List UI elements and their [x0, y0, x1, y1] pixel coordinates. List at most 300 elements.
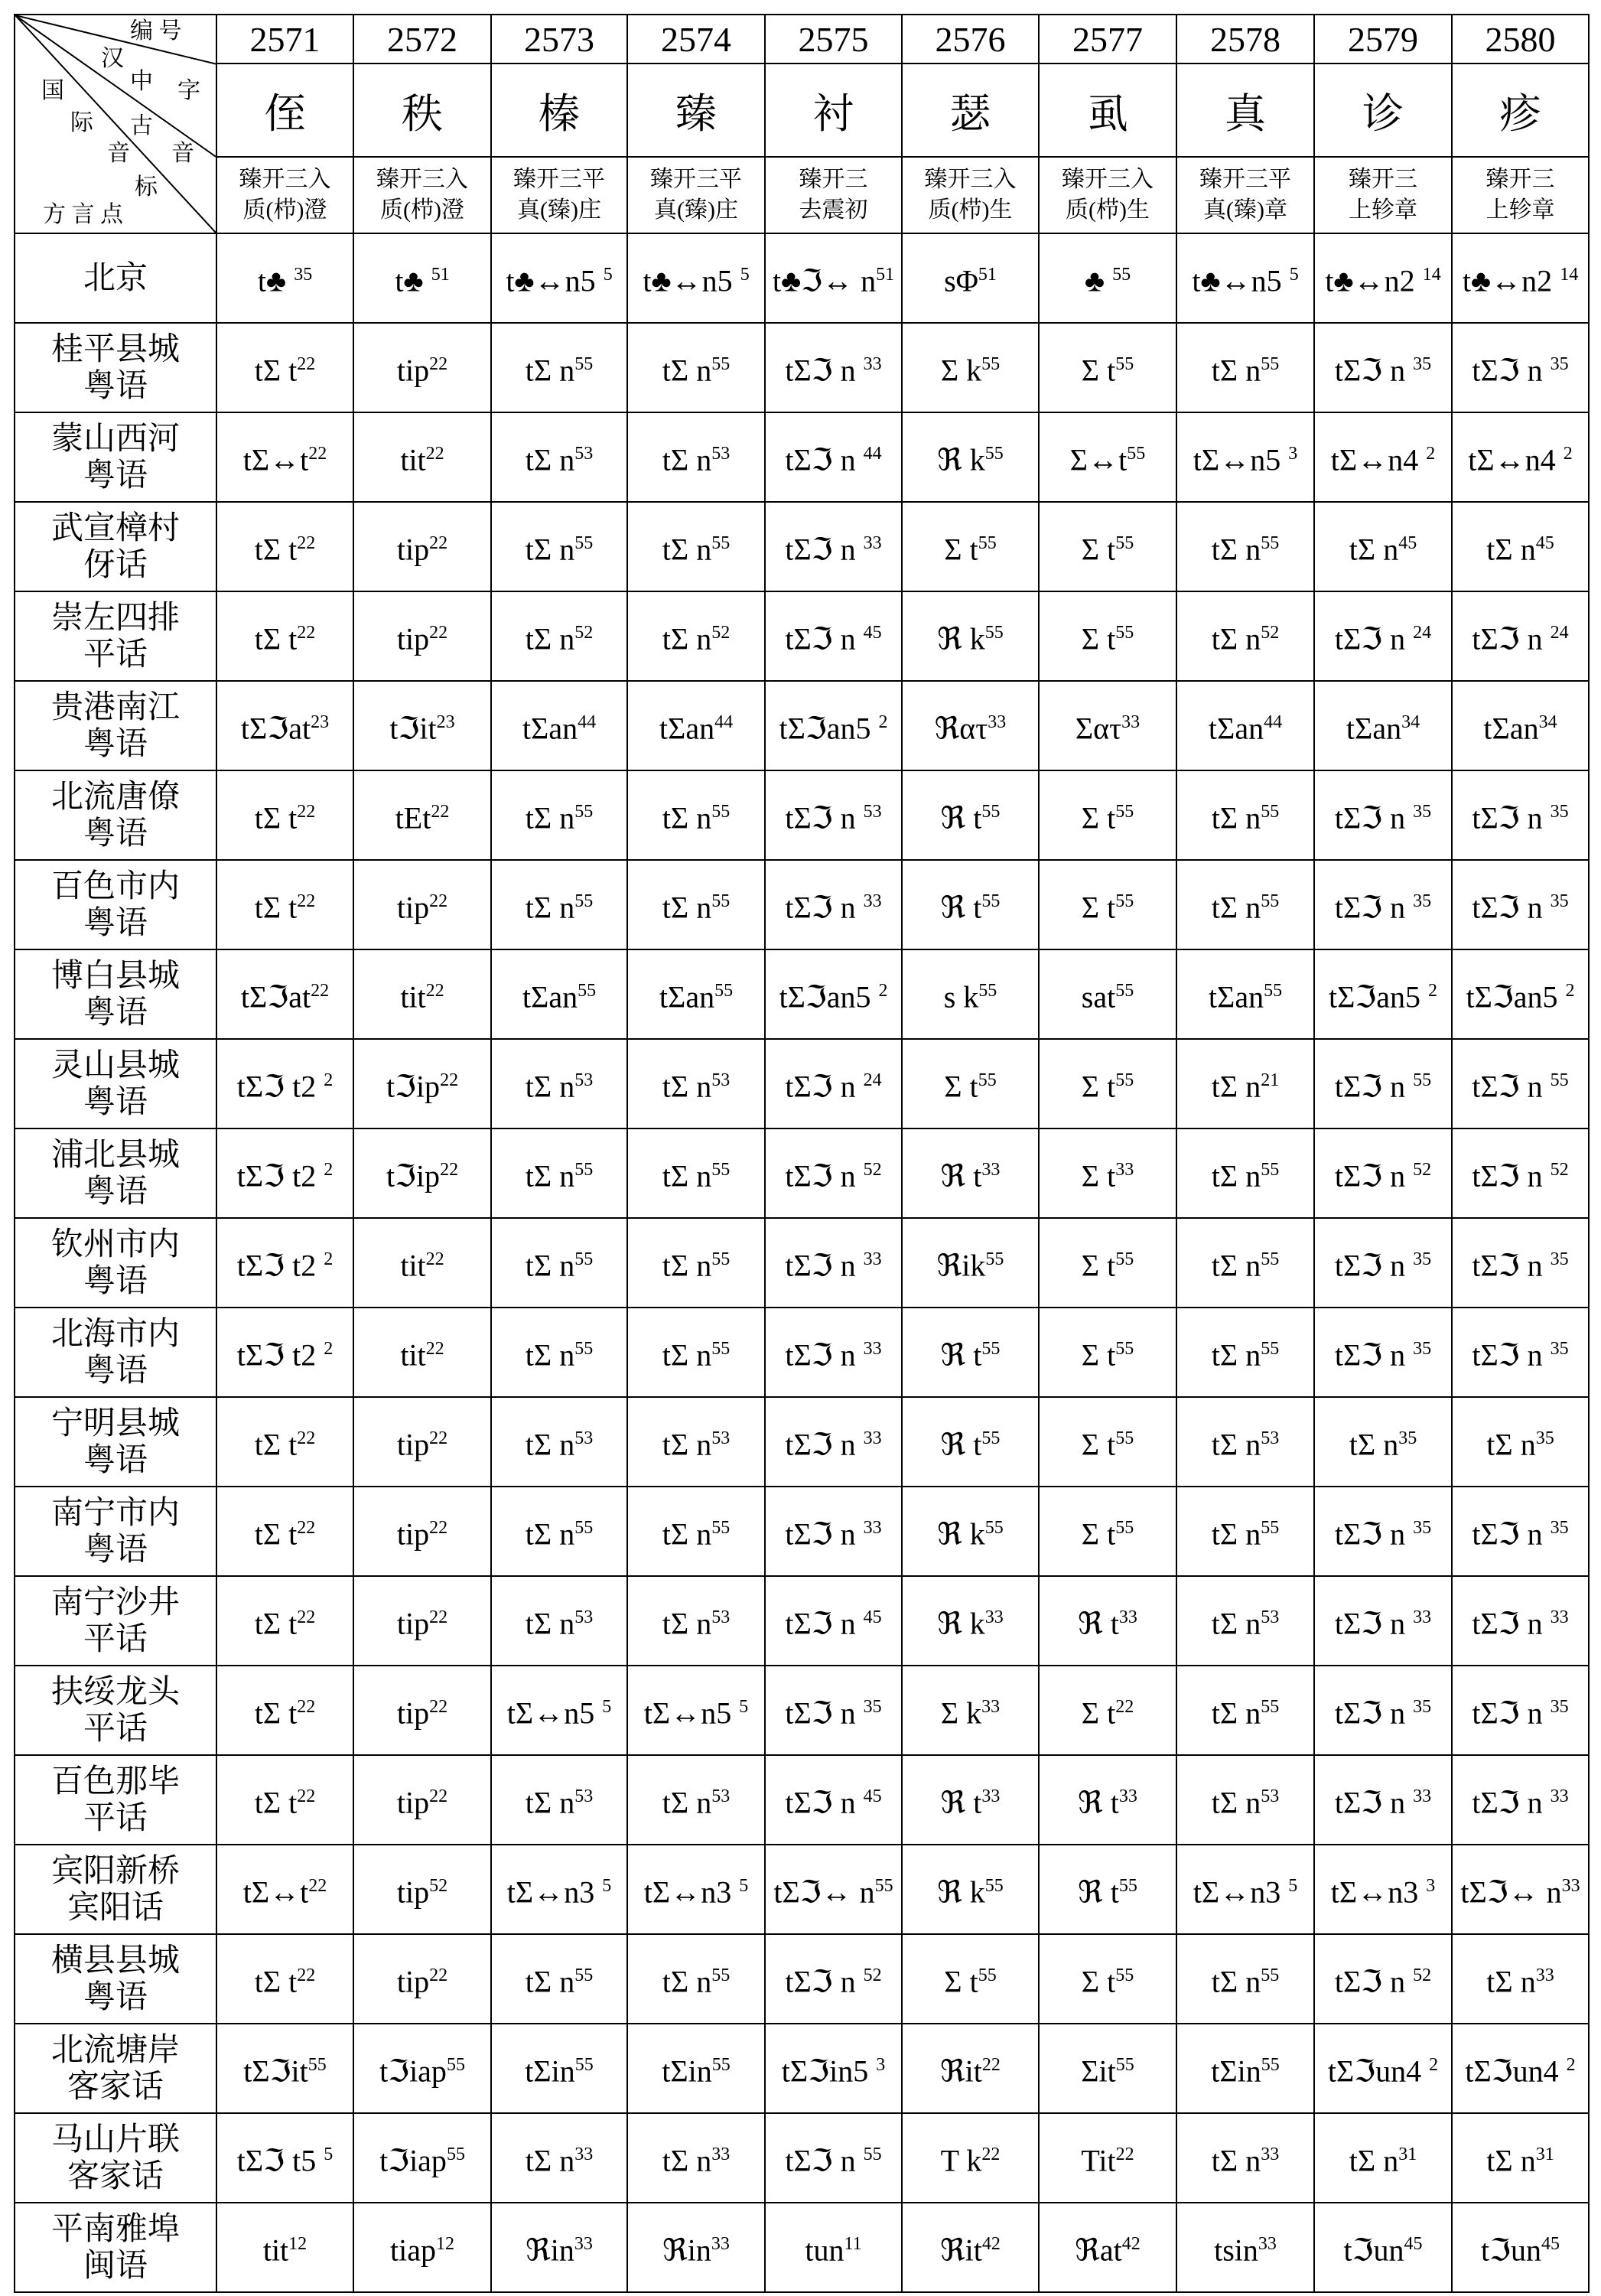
pronunciation-cell: tΣℑ n $^{45}$ — [765, 591, 902, 681]
pronunciation-cell: tℑun$^{45}$ — [1314, 2203, 1452, 2292]
tone-number: 2 — [878, 981, 888, 1001]
tone-number: 33 — [863, 1518, 882, 1539]
tone-number: 22 — [425, 981, 444, 1001]
tone-number: 55 — [985, 1249, 1004, 1270]
tone-number: 5 — [740, 265, 750, 285]
pronunciation-cell: tΣ $n^{55}$ — [491, 770, 627, 860]
tone-number: 55 — [446, 2055, 465, 2076]
pronunciation-cell: ℜ $t^{33}$ — [902, 1755, 1039, 1845]
tone-number: 52 — [429, 1876, 448, 1897]
corner-label-han: 汉 — [101, 46, 124, 71]
pronunciation-cell: tip$^{22}$ — [353, 591, 491, 681]
pronunciation-cell: tΣ $n^{55}$ — [491, 502, 627, 591]
code-cell: 2577 — [1039, 15, 1176, 64]
tone-number: 22 — [297, 1786, 316, 1807]
tone-number: 33 — [981, 1697, 1001, 1718]
pronunciation-cell: t♣ $^{35}$ — [216, 233, 353, 323]
tone-number: 55 — [1115, 533, 1134, 554]
tone-number: 3 — [1288, 444, 1298, 464]
dialect-row — [15, 1934, 1589, 2024]
pronunciation-cell: tΣ $n^{45}$ — [1314, 502, 1452, 591]
pronunciation-cell: Σ $t^{55}$ — [1039, 1308, 1176, 1397]
tone-number: 33 — [1561, 1876, 1580, 1897]
tone-number: 2 — [324, 1070, 334, 1091]
tone-number: 52 — [574, 623, 594, 643]
tone-number: 33 — [1413, 1607, 1432, 1628]
tone-number: 55 — [981, 354, 1001, 375]
pronunciation-cell: tΣ↔n5 $^5$ — [491, 1666, 627, 1755]
tone-number: 53 — [574, 1428, 594, 1449]
pronunciation-cell: tΣ $n^{55}$ — [627, 1934, 765, 2024]
pronunciation-cell: tΣ $n^{52}$ — [491, 591, 627, 681]
pronunciation-cell: tΣℑ t2 $^2$ — [216, 1218, 353, 1308]
tone-number: 2 — [324, 1160, 334, 1181]
pronunciation-cell: tΣ $t^{22}$ — [216, 1576, 353, 1666]
tone-number: 55 — [1261, 1249, 1280, 1270]
pronunciation-cell: Σ $k^{33}$ — [902, 1666, 1039, 1755]
middle-chinese-cell: 臻开三 上轸章 — [1314, 157, 1452, 233]
tone-number: 52 — [863, 1965, 882, 1986]
tone-number: 24 — [1413, 623, 1432, 643]
tone-number: 55 — [981, 1339, 1001, 1360]
dialect-site-cell: 武宣樟村 伢话 — [15, 502, 216, 591]
pronunciation-cell: tΣ↔n4 $^2$ — [1452, 412, 1589, 502]
pronunciation-cell: tip$^{22}$ — [353, 1576, 491, 1666]
tone-number: 12 — [288, 2234, 308, 2255]
tone-number: 2 — [1566, 2055, 1576, 2076]
pronunciation-cell: sat$^{55}$ — [1039, 949, 1176, 1039]
dialect-site-cell: 浦北县城 粤语 — [15, 1128, 216, 1218]
pronunciation-cell: tΣ $n^{55}$ — [491, 1934, 627, 2024]
dialect-row — [15, 2024, 1589, 2113]
pronunciation-cell: tit$^{22}$ — [353, 949, 491, 1039]
pronunciation-cell: tiap$^{12}$ — [353, 2203, 491, 2292]
tone-number: 55 — [574, 2055, 594, 2076]
pronunciation-cell: tΣℑ n $^{33}$ — [765, 1487, 902, 1576]
tone-number: 22 — [429, 1697, 448, 1718]
pronunciation-cell: tΣan$^{55}$ — [491, 949, 627, 1039]
tone-number: 51 — [876, 265, 895, 285]
middle-chinese-cell: 臻开三平 真(臻)章 — [1176, 157, 1314, 233]
pronunciation-cell: tΣℑ n $^{33}$ — [765, 1308, 902, 1397]
pronunciation-cell: tΣℑ n $^{33}$ — [1452, 1755, 1589, 1845]
tone-number: 53 — [1261, 1786, 1280, 1807]
pronunciation-cell: tΣan$^{55}$ — [627, 949, 765, 1039]
dialect-row — [15, 1487, 1589, 1576]
pronunciation-cell: tΣℑ n $^{35}$ — [765, 1666, 902, 1755]
pronunciation-cell: tΣℑan5 $^2$ — [1314, 949, 1452, 1039]
code-cell: 2576 — [902, 15, 1039, 64]
pronunciation-cell: tsin$^{33}$ — [1176, 2203, 1314, 2292]
tone-number: 22 — [431, 802, 450, 822]
tone-number: 22 — [308, 1876, 327, 1897]
tone-number: 55 — [863, 2145, 882, 2165]
pronunciation-cell: Σ $t^{55}$ — [1039, 1397, 1176, 1487]
dialect-site-cell: 扶绥龙头 平话 — [15, 1666, 216, 1755]
pronunciation-cell: tΣan$^{44}$ — [627, 681, 765, 770]
pronunciation-cell: tΣℑ n $^{33}$ — [765, 860, 902, 949]
tone-number: 14 — [1422, 265, 1441, 285]
tone-number: 12 — [435, 2234, 454, 2255]
tone-number: 55 — [711, 1160, 731, 1181]
pronunciation-cell: tΣ $n^{55}$ — [627, 860, 765, 949]
tone-number: 22 — [981, 2145, 1001, 2165]
pronunciation-cell: tΣℑ n $^{52}$ — [765, 1128, 902, 1218]
pronunciation-cell: ℜ $t^{33}$ — [1039, 1755, 1176, 1845]
tone-number: 55 — [574, 1249, 594, 1270]
tone-number: 55 — [1115, 1428, 1134, 1449]
tone-number: 22 — [429, 623, 448, 643]
tone-number: 45 — [863, 1786, 882, 1807]
tone-number: 45 — [1398, 533, 1417, 554]
tone-number: 45 — [863, 623, 882, 643]
pronunciation-cell: ℜin$^{33}$ — [627, 2203, 765, 2292]
tone-number: 55 — [574, 891, 594, 912]
character-cell: 疹 — [1452, 64, 1589, 157]
pronunciation-cell: tΣℑ n $^{33}$ — [1452, 1576, 1589, 1666]
tone-number: 33 — [574, 2234, 593, 2255]
pronunciation-cell: tΣℑ n $^{35}$ — [1314, 1487, 1452, 1576]
pronunciation-cell: tΣℑ n $^{35}$ — [1314, 770, 1452, 860]
tone-number: 22 — [425, 444, 444, 464]
pronunciation-cell: t♣ℑ↔ $n^{51}$ — [765, 233, 902, 323]
tone-number: 55 — [574, 1965, 594, 1986]
pronunciation-cell: tΣ↔n3 $^5$ — [627, 1845, 765, 1934]
pronunciation-cell: tΣ $n^{55}$ — [491, 1308, 627, 1397]
pronunciation-cell: tΣ $n^{53}$ — [1176, 1397, 1314, 1487]
pronunciation-cell: tΣin$^{55}$ — [1176, 2024, 1314, 2113]
pronunciation-cell: Σ $t^{22}$ — [1039, 1666, 1176, 1755]
pronunciation-cell: tΣℑ n $^{35}$ — [1314, 1218, 1452, 1308]
pronunciation-cell: tΣ $n^{21}$ — [1176, 1039, 1314, 1128]
pronunciation-cell: Σ $t^{55}$ — [1039, 770, 1176, 860]
dialect-row — [15, 233, 1589, 323]
pronunciation-cell: t♣ $^{51}$ — [353, 233, 491, 323]
tone-number: 22 — [1115, 1697, 1134, 1718]
pronunciation-cell: tΣ $n^{33}$ — [491, 2113, 627, 2203]
tone-number: 22 — [1115, 2145, 1134, 2165]
pronunciation-cell: tΣ $n^{55}$ — [627, 1487, 765, 1576]
pronunciation-cell: tΣℑ n $^{35}$ — [1314, 323, 1452, 412]
pronunciation-cell: tΣan$^{44}$ — [1176, 681, 1314, 770]
tone-number: 2 — [1428, 981, 1438, 1001]
tone-number: 55 — [574, 354, 594, 375]
tone-number: 51 — [978, 265, 997, 285]
tone-number: 2 — [1565, 981, 1575, 1001]
tone-number: 55 — [714, 981, 734, 1001]
dialect-site-cell: 马山片联 客家话 — [15, 2113, 216, 2203]
tone-number: 35 — [1550, 1518, 1569, 1539]
pronunciation-cell: tΣℑ n $^{24}$ — [1314, 591, 1452, 681]
code-row — [15, 15, 1589, 64]
tone-number: 5 — [602, 1876, 612, 1897]
tone-number: 42 — [1121, 2234, 1141, 2255]
pronunciation-cell: tΣℑ n $^{24}$ — [765, 1039, 902, 1128]
tone-number: 33 — [863, 1339, 882, 1360]
tone-number: 33 — [711, 2145, 731, 2165]
pronunciation-cell: s $k^{55}$ — [902, 949, 1039, 1039]
tone-number: 5 — [602, 1697, 612, 1718]
pronunciation-cell: tΣℑan5 $^2$ — [765, 681, 902, 770]
character-cell: 侄 — [216, 64, 353, 157]
pronunciation-cell: Σ $t^{33}$ — [1039, 1128, 1176, 1218]
dialect-row — [15, 770, 1589, 860]
pronunciation-cell: tΣ $n^{45}$ — [1452, 502, 1589, 591]
pronunciation-cell: ♣ $^{55}$ — [1039, 233, 1176, 323]
pronunciation-cell: Σ $t^{55}$ — [1039, 591, 1176, 681]
tone-number: 3 — [1426, 1876, 1436, 1897]
pronunciation-cell: tΣ $t^{22}$ — [216, 770, 353, 860]
tone-number: 53 — [711, 1786, 731, 1807]
pronunciation-cell: Σ $t^{55}$ — [1039, 1039, 1176, 1128]
tone-number: 55 — [1261, 891, 1280, 912]
tone-number: 55 — [711, 802, 731, 822]
tone-number: 35 — [1550, 354, 1569, 375]
tone-number: 55 — [711, 891, 731, 912]
pronunciation-cell: tip$^{22}$ — [353, 1934, 491, 2024]
tone-number: 5 — [739, 1876, 749, 1897]
pronunciation-cell: Σ $t^{55}$ — [1039, 1218, 1176, 1308]
pronunciation-cell: tΣℑ n $^{24}$ — [1452, 591, 1589, 681]
corner-label-guo: 国 — [41, 78, 64, 103]
tone-number: 44 — [863, 444, 882, 464]
tone-number: 35 — [1413, 354, 1432, 375]
tone-number: 55 — [874, 1876, 893, 1897]
pronunciation-cell: $t\Sigma\leftrightarrow t^{22}$ — [216, 412, 353, 502]
tone-number: 22 — [297, 623, 316, 643]
tone-number: 55 — [981, 891, 1001, 912]
dialect-site-cell: 蒙山西河 粤语 — [15, 412, 216, 502]
pronunciation-cell: ℜ $t^{33}$ — [1039, 1576, 1176, 1666]
tone-number: 22 — [440, 1070, 459, 1091]
character-cell: 榛 — [491, 64, 627, 157]
pronunciation-cell: tΣℑ n $^{52}$ — [1314, 1128, 1452, 1218]
pronunciation-cell: tΣ $n^{55}$ — [1176, 1487, 1314, 1576]
tone-number: 55 — [308, 2055, 327, 2076]
pronunciation-cell: ℜ $t^{55}$ — [902, 1308, 1039, 1397]
middle-chinese-cell: 臻开三 去震初 — [765, 157, 902, 233]
pronunciation-cell: tℑun$^{45}$ — [1452, 2203, 1589, 2292]
character-cell: 秩 — [353, 64, 491, 157]
pronunciation-cell: tΣ↔n3 $^5$ — [1176, 1845, 1314, 1934]
tone-number: 31 — [1535, 2145, 1554, 2165]
pronunciation-cell: ℜ $t^{33}$ — [902, 1128, 1039, 1218]
dialect-row — [15, 1128, 1589, 1218]
pronunciation-cell: ℜ $k^{55}$ — [902, 1487, 1039, 1576]
pronunciation-cell: tΣℑ n $^{35}$ — [1314, 860, 1452, 949]
pronunciation-cell: tΣ $n^{55}$ — [491, 1128, 627, 1218]
dialect-pronunciation-table — [14, 14, 1590, 2293]
pronunciation-cell: tΣℑ↔ $n^{55}$ — [765, 1845, 902, 1934]
tone-number: 55 — [1261, 1160, 1280, 1181]
corner-label-yin2: 音 — [171, 141, 194, 166]
pronunciation-cell: tΣℑ n $^{35}$ — [1452, 860, 1589, 949]
tone-number: 55 — [574, 1518, 594, 1539]
character-cell: 臻 — [627, 64, 765, 157]
tone-number: 2 — [1429, 2055, 1439, 2076]
tone-number: 35 — [1413, 891, 1432, 912]
pronunciation-cell: tΣℑat$^{23}$ — [216, 681, 353, 770]
tone-number: 55 — [574, 533, 594, 554]
tone-number: 45 — [1541, 2234, 1560, 2255]
pronunciation-cell: tip$^{22}$ — [353, 860, 491, 949]
character-row — [15, 64, 1589, 157]
pronunciation-cell: tΣ $t^{22}$ — [216, 323, 353, 412]
dialect-row — [15, 1755, 1589, 1845]
dialect-row — [15, 1576, 1589, 1666]
pronunciation-cell: tΣ $t^{22}$ — [216, 502, 353, 591]
pronunciation-cell: tΣ $n^{55}$ — [1176, 860, 1314, 949]
pronunciation-cell: tΣ $n^{53}$ — [627, 1039, 765, 1128]
pronunciation-cell: tΣ $n^{55}$ — [627, 323, 765, 412]
pronunciation-cell: tΣ $n^{55}$ — [491, 860, 627, 949]
dialect-site-cell: 百色市内 粤语 — [15, 860, 216, 949]
pronunciation-cell: t♣↔n5 $^5$ — [627, 233, 765, 323]
pronunciation-cell: tΣℑ n $^{33}$ — [765, 1397, 902, 1487]
code-cell: 2574 — [627, 15, 765, 64]
tone-number: 22 — [297, 354, 316, 375]
pronunciation-cell: tΣ↔n4 $^2$ — [1314, 412, 1452, 502]
corner-label-zi: 字 — [177, 78, 200, 103]
tone-number: 53 — [863, 802, 882, 822]
pronunciation-cell: tΣ $n^{55}$ — [1176, 1218, 1314, 1308]
tone-number: 53 — [711, 444, 731, 464]
code-cell: 2578 — [1176, 15, 1314, 64]
pronunciation-cell: ℜik$^{55}$ — [902, 1218, 1039, 1308]
tone-number: 35 — [1413, 1339, 1432, 1360]
pronunciation-cell: tΣ $n^{53}$ — [627, 1397, 765, 1487]
tone-number: 55 — [978, 981, 997, 1001]
pronunciation-cell: tℑip$^{22}$ — [353, 1039, 491, 1128]
pronunciation-cell: $t\Sigma\leftrightarrow t^{22}$ — [216, 1845, 353, 1934]
pronunciation-cell: tip$^{22}$ — [353, 1487, 491, 1576]
pronunciation-cell: t♣↔n2 $^{14}$ — [1452, 233, 1589, 323]
corner-label-site: 方 言 点 — [43, 202, 123, 227]
tone-number: 35 — [1535, 1428, 1554, 1449]
pronunciation-cell: tΣan$^{34}$ — [1452, 681, 1589, 770]
dialect-row — [15, 681, 1589, 770]
dialect-row — [15, 2203, 1589, 2292]
tone-number: 33 — [988, 712, 1007, 733]
pronunciation-cell: tΣℑ↔ $n^{33}$ — [1452, 1845, 1589, 1934]
tone-number: 55 — [984, 623, 1004, 643]
tone-number: 33 — [863, 533, 882, 554]
tone-number: 55 — [1261, 1965, 1280, 1986]
tone-number: 33 — [1413, 1786, 1432, 1807]
tone-number: 55 — [1115, 891, 1134, 912]
middle-chinese-cell: 臻开三平 真(臻)庄 — [491, 157, 627, 233]
tone-number: 22 — [440, 1160, 459, 1181]
tone-number: 53 — [1261, 1607, 1280, 1628]
tone-number: 33 — [1258, 2234, 1277, 2255]
tone-number: 55 — [1115, 354, 1134, 375]
tone-number: 33 — [863, 354, 882, 375]
dialect-site-cell: 宾阳新桥 宾阳话 — [15, 1845, 216, 1934]
pronunciation-cell: tΣ $n^{53}$ — [491, 1397, 627, 1487]
pronunciation-cell: tip$^{52}$ — [353, 1845, 491, 1934]
tone-number: 2 — [878, 712, 888, 733]
code-cell: 2580 — [1452, 15, 1589, 64]
pronunciation-cell: tΣℑ n $^{55}$ — [1452, 1039, 1589, 1128]
tone-number: 35 — [1550, 891, 1569, 912]
pronunciation-cell: tΣℑan5 $^2$ — [1452, 949, 1589, 1039]
pronunciation-cell: tΣ $n^{55}$ — [627, 770, 765, 860]
tone-number: 55 — [984, 1518, 1004, 1539]
tone-number: 22 — [311, 981, 330, 1001]
pronunciation-cell: tΣℑ t5 $^5$ — [216, 2113, 353, 2203]
tone-number: 55 — [978, 1070, 997, 1091]
pronunciation-cell: Σ $t^{55}$ — [1039, 1934, 1176, 2024]
pronunciation-cell: Σ $t^{55}$ — [902, 1039, 1039, 1128]
pronunciation-cell: tΣℑ n $^{52}$ — [765, 1934, 902, 2024]
tone-number: 55 — [978, 533, 997, 554]
pronunciation-cell: tℑiap$^{55}$ — [353, 2024, 491, 2113]
tone-number: 35 — [1550, 1249, 1569, 1270]
middle-chinese-cell: 臻开三平 真(臻)庄 — [627, 157, 765, 233]
tone-number: 55 — [1115, 802, 1134, 822]
dialect-row — [15, 1218, 1589, 1308]
tone-number: 52 — [1550, 1160, 1569, 1181]
pronunciation-cell: tΣ $n^{52}$ — [1176, 591, 1314, 681]
tone-number: 55 — [1115, 2055, 1134, 2076]
pronunciation-cell: tΣ $n^{55}$ — [627, 1128, 765, 1218]
pronunciation-cell: tΣℑ t2 $^2$ — [216, 1308, 353, 1397]
pronunciation-cell: tΣ $n^{35}$ — [1314, 1397, 1452, 1487]
tone-number: 33 — [981, 1160, 1001, 1181]
tone-number: 53 — [574, 1786, 594, 1807]
tone-number: 33 — [863, 891, 882, 912]
tone-number: 55 — [1127, 444, 1146, 464]
pronunciation-cell: tΣ $n^{55}$ — [1176, 502, 1314, 591]
tone-number: 53 — [574, 444, 594, 464]
dialect-site-cell: 南宁沙井 平话 — [15, 1576, 216, 1666]
pronunciation-cell: tit$^{12}$ — [216, 2203, 353, 2292]
tone-number: 55 — [1115, 1965, 1134, 1986]
tone-number: 55 — [446, 2145, 465, 2165]
tone-number: 22 — [429, 1965, 448, 1986]
tone-number: 22 — [429, 891, 448, 912]
tone-number: 22 — [297, 1965, 316, 1986]
tone-number: 55 — [1115, 1070, 1134, 1091]
tone-number: 34 — [1401, 712, 1420, 733]
tone-number: 55 — [981, 802, 1001, 822]
tone-number: 53 — [574, 1070, 594, 1091]
corner-label-gu: 古 — [130, 113, 153, 138]
tone-number: 55 — [711, 533, 731, 554]
tone-number: 52 — [1413, 1160, 1432, 1181]
pronunciation-cell: tΣℑ n $^{52}$ — [1452, 1128, 1589, 1218]
tone-number: 23 — [436, 712, 455, 733]
corner-label-code: 编 号 — [130, 18, 182, 44]
dialect-site-cell: 横县县城 粤语 — [15, 1934, 216, 2024]
tone-number: 33 — [574, 2145, 594, 2165]
tone-number: 33 — [863, 1249, 882, 1270]
pronunciation-cell: t♣↔n5 $^5$ — [491, 233, 627, 323]
pronunciation-cell: tΣℑ n $^{35}$ — [1452, 1487, 1589, 1576]
tone-number: 55 — [1261, 1697, 1280, 1718]
dialect-row — [15, 2113, 1589, 2203]
pronunciation-cell: tΣℑun4 $^2$ — [1314, 2024, 1452, 2113]
dialect-site-cell: 钦州市内 粤语 — [15, 1218, 216, 1308]
pronunciation-cell: $\Sigma\leftrightarrow t^{55}$ — [1039, 412, 1176, 502]
tone-number: 24 — [863, 1070, 882, 1091]
tone-number: 5 — [1288, 1876, 1298, 1897]
tone-number: 55 — [1261, 354, 1280, 375]
tone-number: 35 — [1413, 1697, 1432, 1718]
tone-number: 22 — [297, 802, 316, 822]
pronunciation-cell: tΣan$^{34}$ — [1314, 681, 1452, 770]
dialect-row — [15, 1039, 1589, 1128]
